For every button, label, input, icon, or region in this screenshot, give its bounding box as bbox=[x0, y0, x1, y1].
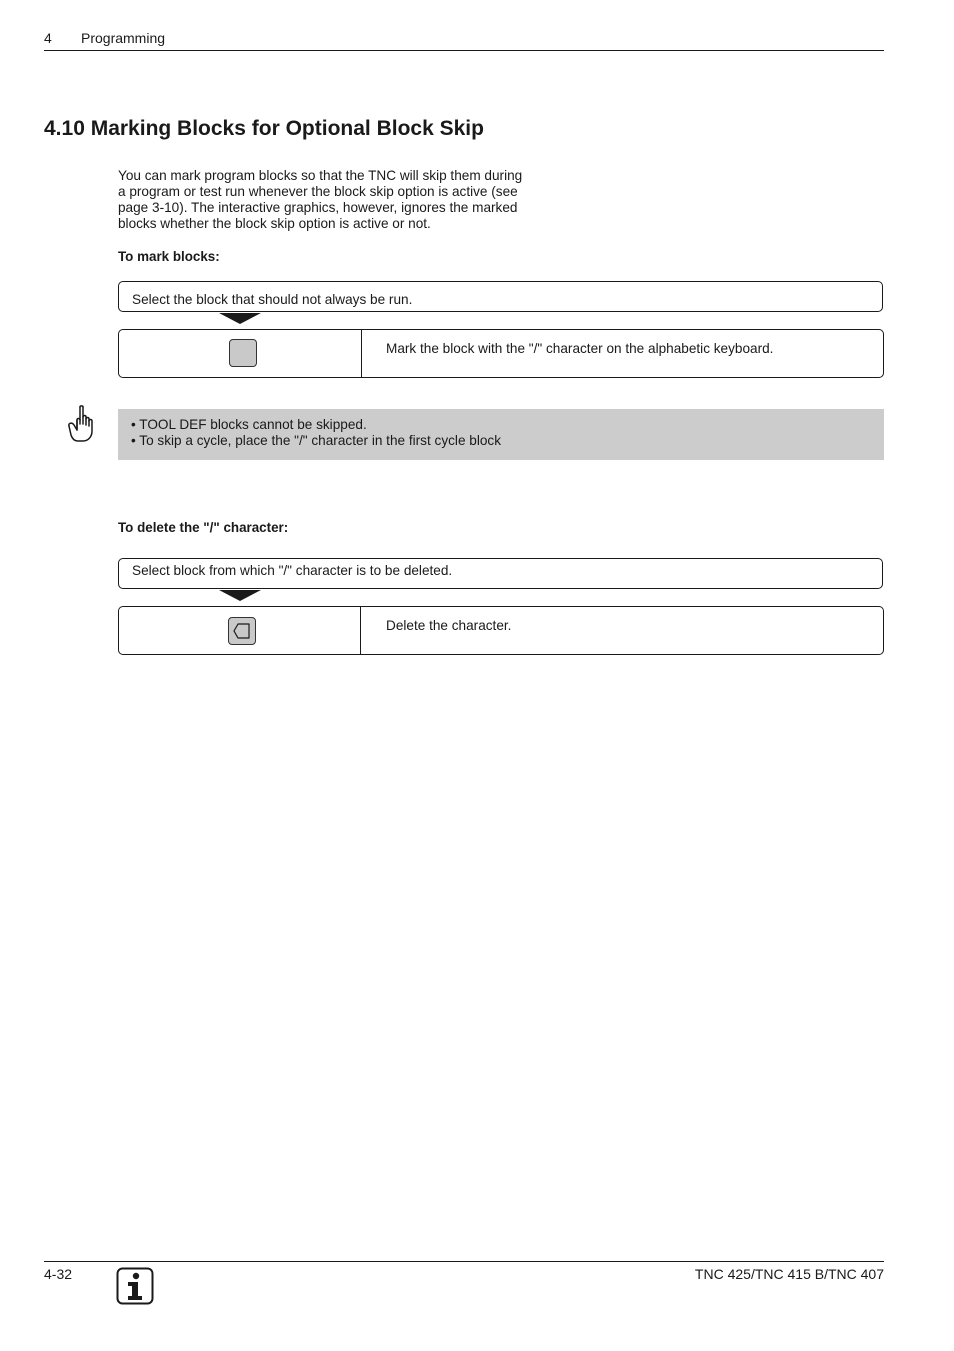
mark-action-row bbox=[118, 329, 884, 378]
row-divider bbox=[360, 607, 361, 654]
note-item: • To skip a cycle, place the "/" character in the first cycle block bbox=[131, 433, 502, 448]
note-box bbox=[118, 409, 884, 460]
note-list bbox=[131, 417, 501, 449]
row-divider bbox=[361, 330, 362, 377]
mark-action-description: Mark the block with the "/" character on the alphabetic keyboard. bbox=[386, 341, 774, 356]
delete-action-row bbox=[118, 606, 884, 655]
intro-line: You can mark program blocks so that the TNC will skip them during bbox=[118, 168, 523, 183]
delete-step-prompt bbox=[118, 558, 883, 589]
flow-arrow-icon bbox=[219, 590, 261, 601]
chapter-number: 4 bbox=[44, 30, 52, 46]
section-title: 4.10 Marking Blocks for Optional Block Skip bbox=[44, 117, 484, 140]
footer-rule bbox=[44, 1261, 884, 1262]
intro-line: blocks whether the block skip option is active or not. bbox=[118, 216, 431, 231]
mark-step-prompt bbox=[118, 281, 883, 312]
page-number: 4-32 bbox=[44, 1266, 73, 1282]
delete-heading: To delete the "/" character: bbox=[118, 520, 289, 535]
delete-step-prompt-text: Select block from which "/" character is to be deleted. bbox=[132, 563, 453, 578]
mark-step-prompt-text: Select the block that should not always be run. bbox=[132, 292, 413, 307]
chapter-title: Programming bbox=[81, 30, 166, 46]
header-rule bbox=[44, 50, 884, 51]
info-icon bbox=[116, 1267, 154, 1305]
flow-arrow-icon bbox=[219, 313, 261, 324]
backspace-key-icon[interactable] bbox=[228, 617, 256, 645]
intro-line: page 3-10). The interactive graphics, however, ignores the marked bbox=[118, 200, 518, 215]
mark-heading: To mark blocks: bbox=[118, 249, 220, 264]
intro-line: a program or test run whenever the block skip option is active (see bbox=[118, 184, 518, 199]
hand-pointer-icon bbox=[66, 404, 96, 444]
delete-action-description: Delete the character. bbox=[386, 618, 512, 633]
intro-paragraph bbox=[118, 168, 568, 232]
note-item: • TOOL DEF blocks cannot be skipped. bbox=[131, 417, 367, 432]
product-name: TNC 425/TNC 415 B/TNC 407 bbox=[694, 1266, 884, 1282]
blank-key-icon[interactable] bbox=[229, 339, 257, 367]
